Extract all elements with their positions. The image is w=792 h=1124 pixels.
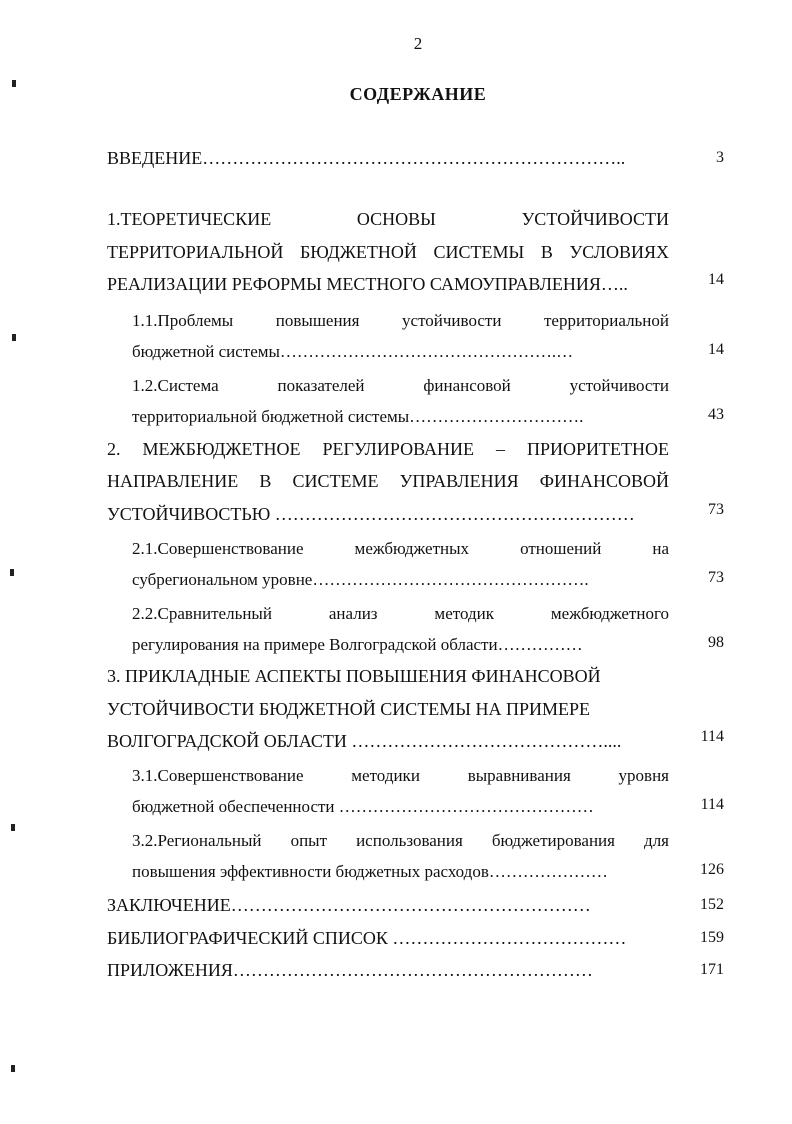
toc-section-1-1-line-2[interactable]: бюджетной системы………………………………………….… <box>132 342 574 361</box>
toc-conclusion-page: 152 <box>700 896 724 913</box>
toc-section-3-2-line-1[interactable]: 3.2.Региональный опыт использования бюджетирования для <box>132 831 669 850</box>
toc-intro-page: 3 <box>716 149 724 166</box>
toc-appendix[interactable]: ПРИЛОЖЕНИЯ…………………………………………………… <box>107 960 593 980</box>
toc-chapter-3-line-1[interactable]: 3. ПРИКЛАДНЫЕ АСПЕКТЫ ПОВЫШЕНИЯ ФИНАНСОВОЙ <box>107 666 601 686</box>
page-title: СОДЕРЖАНИЕ <box>349 84 487 104</box>
toc-section-2-2-line-1[interactable]: 2.2.Сравнительный анализ методик межбюджетного <box>132 604 669 623</box>
toc-section-3-1-line-1[interactable]: 3.1.Совершенствование методики выравнивания уровня <box>132 766 669 785</box>
toc-section-2-1-line-1[interactable]: 2.1.Совершенствование межбюджетных отношений на <box>132 539 669 558</box>
toc-section-2-1-page: 73 <box>708 569 724 586</box>
toc-conclusion[interactable]: ЗАКЛЮЧЕНИЕ…………………………………………………… <box>107 895 591 915</box>
scan-speck <box>12 334 16 341</box>
toc-chapter-3-line-2[interactable]: УСТОЙЧИВОСТИ БЮДЖЕТНОЙ СИСТЕМЫ НА ПРИМЕРЕ <box>107 699 591 719</box>
toc-bibliography-page: 159 <box>700 929 724 946</box>
toc-appendix-page: 171 <box>700 961 724 978</box>
page-number: 2 <box>413 34 423 53</box>
toc-section-3-2-page: 126 <box>700 861 724 878</box>
toc-section-1-1-line-1[interactable]: 1.1.Проблемы повышения устойчивости территориальной <box>132 311 669 330</box>
toc-chapter-2-page: 73 <box>708 501 724 518</box>
toc-section-1-2-line-1[interactable]: 1.2.Система показателей финансовой устойчивости <box>132 376 669 395</box>
toc-intro[interactable]: ВВЕДЕНИЕ…………………………………………………………….. <box>107 148 626 168</box>
toc-chapter-2-line-3[interactable]: УСТОЙЧИВОСТЬЮ …………………………………………………… <box>107 504 635 524</box>
toc-chapter-2-line-1[interactable]: 2. МЕЖБЮДЖЕТНОЕ РЕГУЛИРОВАНИЕ – ПРИОРИТЕТНОЕ <box>107 439 669 459</box>
toc-chapter-1-page: 14 <box>708 271 724 288</box>
toc-section-3-2-line-2[interactable]: повышения эффективности бюджетных расходов………………… <box>132 862 608 881</box>
toc-section-2-2-line-2[interactable]: регулирования на примере Волгоградской области…………… <box>132 635 583 654</box>
toc-section-1-2-line-2[interactable]: территориальной бюджетной системы…………………………. <box>132 407 584 426</box>
scan-speck <box>11 1065 15 1072</box>
toc-section-3-1-page: 114 <box>700 796 724 813</box>
toc-bibliography[interactable]: БИБЛИОГРАФИЧЕСКИЙ СПИСОК ………………………………… <box>107 928 627 948</box>
toc-chapter-3-page: 114 <box>700 728 724 745</box>
toc-section-3-1-line-2[interactable]: бюджетной обеспеченности ……………………………………… <box>132 797 594 816</box>
toc-section-2-1-line-2[interactable]: субрегиональном уровне…………………………………………. <box>132 570 589 589</box>
toc-section-2-2-page: 98 <box>708 634 724 651</box>
toc-chapter-1-line-1[interactable]: 1.ТЕОРЕТИЧЕСКИЕ ОСНОВЫ УСТОЙЧИВОСТИ <box>107 209 669 229</box>
toc-section-1-1-page: 14 <box>708 341 724 358</box>
toc-section-1-2-page: 43 <box>708 406 724 423</box>
scan-speck <box>11 824 15 831</box>
toc-chapter-2-line-2[interactable]: НАПРАВЛЕНИЕ В СИСТЕМЕ УПРАВЛЕНИЯ ФИНАНСОВОЙ <box>107 471 669 491</box>
toc-chapter-1-line-3[interactable]: РЕАЛИЗАЦИИ РЕФОРМЫ МЕСТНОГО САМОУПРАВЛЕНИЯ….. <box>107 274 628 294</box>
toc-chapter-1-line-2[interactable]: ТЕРРИТОРИАЛЬНОЙ БЮДЖЕТНОЙ СИСТЕМЫ В УСЛОВИЯХ <box>107 242 669 262</box>
scan-speck <box>12 80 16 87</box>
toc-chapter-3-line-3[interactable]: ВОЛГОГРАДСКОЙ ОБЛАСТИ …………………………………….... <box>107 731 622 751</box>
scan-speck <box>10 569 14 576</box>
